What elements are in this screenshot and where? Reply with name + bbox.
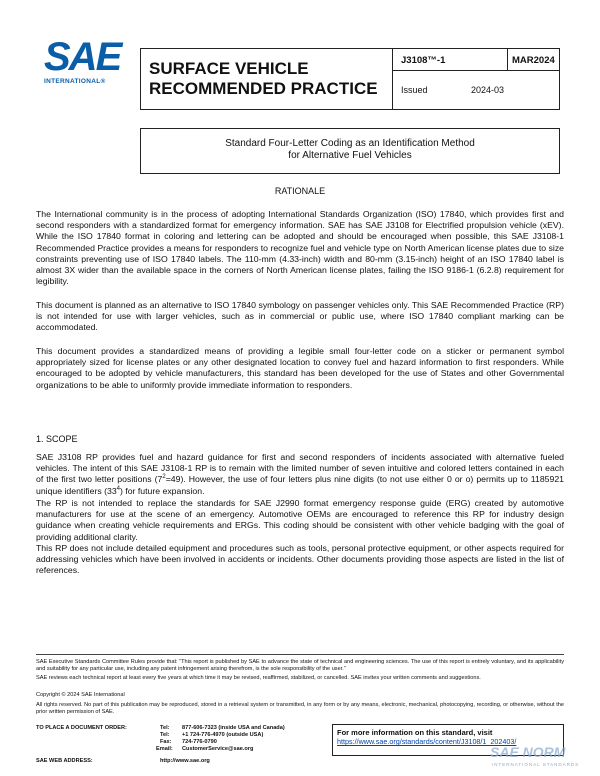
logo-tagline: INTERNATIONAL® [44, 78, 106, 85]
watermark-text: SAE NORM [490, 744, 566, 760]
footer-review-text: SAE reviews each technical report at least every five years at which time it may be revised, reaffirmed, stabilized, or cancelled. SAE invites your written comments and suggestions. [36, 675, 481, 681]
issued-date: 2024-03 [471, 85, 505, 95]
scope-text-c: ) for future expansion. [120, 485, 205, 496]
footer-copyright: Copyright © 2024 SAE International [36, 692, 125, 698]
scope-paragraph-1 [36, 452, 564, 497]
tel1-label: Tel: [160, 725, 170, 731]
subtitle-line-1: Standard Four-Letter Coding as an Identification Method [225, 138, 475, 149]
superscript-2: 2 [162, 474, 166, 481]
title-line-2: RECOMMENDED PRACTICE [149, 79, 378, 98]
rationale-heading: RATIONALE [274, 186, 326, 196]
rationale-paragraph-1: The International community is in the process of adopting International Standards Organization (ISO) 17840, which provides first and second responders with a standardized format for emergency information. SAE has SAE J3108 for Electrified propulsion vehicle (xEV). While the ISO 17840 format in coloring and lettering can be adopted and should be encouraged when possible, this SAE J3108-1 Recommended Practice provides a means for responders to recognize fuel and vehicle type on North American license plates due to size constraints preventing use of ISO 17840 labels. The 110-mm (4.33-inch) width and 80-mm (3.15-inch) height of an ISO 17840 label is almost 3X wider than the available space in the corners of North American license plates, failing the ISO 9186-1 (6.2.8) requirement for legibility. [36, 209, 564, 287]
scope-paragraph-2: The RP is not intended to replace the standards for SAE J2990 format emergency response guide (ERG) created by automotive manufacturers for use at the scene of an emergency. Automotive OEMs are encouraged to reference this RP for industry design guidance when creating vehicle requirements and ERGs. This coding should be consistent with other vehicle badging with the goal of providing additional clarity. [36, 498, 564, 542]
more-info-link[interactable]: https://www.sae.org/standards/content/J3108/1_202403/ [337, 737, 517, 746]
issued-row [393, 71, 560, 109]
fax-label: Fax: [160, 739, 172, 745]
title-line-1: SURFACE VEHICLE [149, 59, 309, 78]
document-number: J3108™-1 [393, 49, 508, 71]
superscript-4: 4 [116, 485, 120, 492]
scope-heading: 1. SCOPE [36, 434, 78, 444]
footer-divider [36, 654, 564, 655]
scope-text-a: SAE J3108 RP provides fuel and hazard guidance for first and second responders of incidents associated with alternative fueled vehicles. The intent of this SAE J3108-1 RP is to remain with the limited number of seven intuitive and colored letters contained in each of the first two letter positions (7 [36, 452, 564, 485]
scope-text-b: =49). However, the use of four letters plus nine digits (to not use either 0 or o) permits up to 1185921 unique identifiers (33 [36, 474, 564, 496]
document-subtitle [140, 128, 560, 174]
rationale-paragraph-2: This document is planned as an alternative to ISO 17840 symbology on passenger vehicles only. This SAE Recommended Practice (RP) is not intended for use with larger vehicles, such as in commercial or public use, where ISO 17840 compliant marking can be accommodated. [36, 300, 564, 333]
scope-paragraph-3: This RP does not include detailed equipment and procedures such as tools, personal protective equipment, or other aspects required for addressing vehicles which have been involved in accidents or incidents. Other documents providing those aspects are listed in the list of references. [36, 543, 564, 576]
email-label: Email: [156, 746, 173, 752]
email-value[interactable]: CustomerService@sae.org [182, 746, 254, 752]
footer-rights-text: All rights reserved. No part of this publication may be reproduced, stored in a retrieval system or transmitted, in any form or by any means, electronic, mechanical, photocopying, recording, or otherwise, without the prior written permission of SAE. [36, 702, 564, 715]
watermark-subtext: INTERNATIONAL STANDARDS [492, 762, 580, 767]
fax-value: 724-776-0790 [182, 739, 217, 745]
subtitle-line-2: for Alternative Fuel Vehicles [288, 150, 412, 161]
document-header [140, 48, 560, 110]
issued-label: Issued [401, 85, 428, 95]
footer-rules-text: SAE Executive Standards Committee Rules provide that: “This report is published by SAE to advance the state of technical and engineering sciences. The use of this report is entirely voluntary, and its applicability and suitability for any particular use, including any patent infringement arising therefrom, is the sole responsibility of the user.” [36, 659, 564, 672]
order-label: TO PLACE A DOCUMENT ORDER: [36, 725, 127, 731]
tel2-value: +1 724-776-4970 (outside USA) [182, 732, 264, 738]
rationale-paragraph-3: This document provides a standardized means of providing a legible small four-letter code on a sticker or permanent symbol appropriately sized for license plates or any other designated location to convey fuel and hazard information to first responders. While encouraged to be adopted by vehicle manufacturers, this standard has been developed for the use of States and other Governmental organizations to be able to uniformly provide immediate information to responders. [36, 346, 564, 390]
web-value[interactable]: http://www.sae.org [160, 758, 210, 764]
logo-wordmark: SAE [44, 35, 121, 79]
tel2-label: Tel: [160, 732, 170, 738]
sae-logo [38, 36, 128, 88]
web-label: SAE WEB ADDRESS: [36, 758, 93, 764]
tel1-value: 877-606-7323 (inside USA and Canada) [182, 725, 285, 731]
document-type-title [141, 49, 393, 109]
document-date: MAR2024 [508, 49, 560, 71]
more-info-title: For more information on this standard, visit [337, 728, 493, 737]
